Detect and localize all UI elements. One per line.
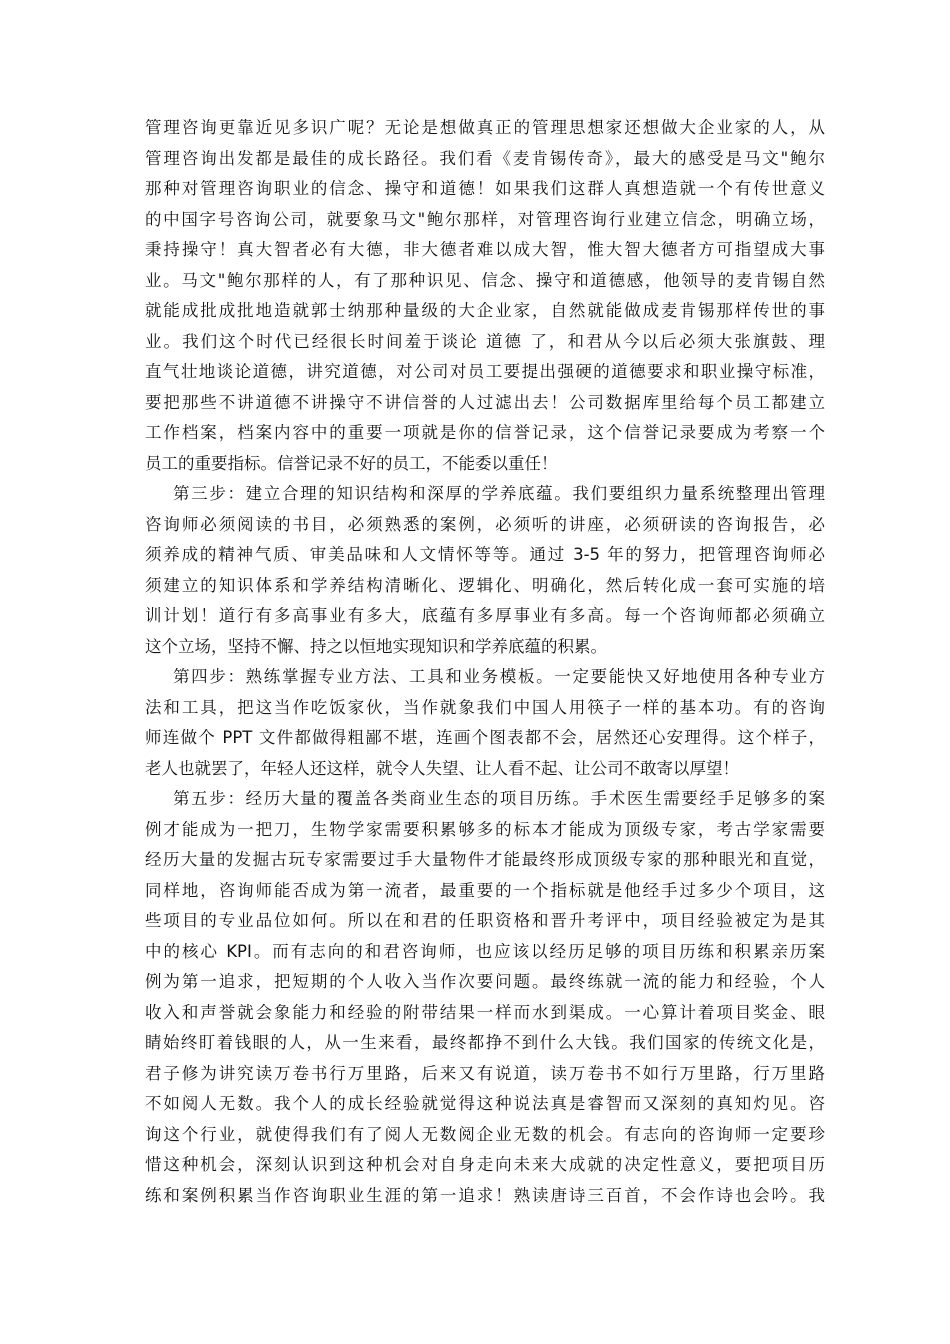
text-line: 练和案例积累当作咨询职业生涯的第一追求！熟读唐诗三百首，不会作诗也会吟。我	[145, 1185, 825, 1205]
text-line: 训计划！道行有多高事业有多大，底蕴有多厚事业有多高。每一个咨询师都必须确立	[145, 606, 825, 625]
text-line: 询这个行业，就使得我们有了阅人无数阅企业无数的机会。有志向的咨询师一定要珍	[145, 1124, 825, 1144]
text-line: 第三步：建立合理的知识结构和深厚的学养底蕴。我们要组织力量系统整理出管理	[173, 484, 825, 503]
text-line: 员工的重要指标。信誉记录不好的员工，不能委以重任！	[145, 453, 558, 473]
text-line: 直气壮地谈论道德，讲究道德，对公司对员工要提出强硬的道德要求和职业操守标准，	[145, 362, 825, 381]
text-line: 例为第一追求，把短期的个人收入当作次要问题。最终练就一流的能力和经验，个人	[145, 972, 825, 991]
text-line: 的中国字号咨询公司，就要象马文"鲍尔那样，对管理咨询行业建立信念，明确立场，	[145, 209, 825, 229]
text-line: 中的核心 KPI。而有志向的和君咨询师，也应该以经历足够的项目历练和积累亲历案	[145, 941, 825, 961]
text-line: 惜这种机会，深刻认识到这种机会对自身走向未来大成就的决定性意义，要把项目历	[145, 1155, 825, 1174]
text-line: 就能成批成批地造就郭士纳那种量级的大企业家，自然就能做成麦肯锡那样传世的事	[145, 301, 825, 320]
text-line: 收入和声誉就会象能力和经验的附带结果一样而水到渠成。一心算计着项目奖金、眼	[145, 1002, 825, 1022]
text-line: 不如阅人无数。我个人的成长经验就觉得这种说法真是睿智而又深刻的真知灼见。咨	[145, 1094, 825, 1113]
text-line: 老人也就罢了，年轻人还这样，就令人失望、让人看不起、让公司不敢寄以厚望！	[145, 758, 739, 778]
text-line: 经历大量的发掘古玩专家需要过手大量物件才能最终形成顶级专家的那种眼光和直觉，	[145, 850, 825, 869]
body-text	[145, 113, 825, 1211]
text-line: 第四步：熟练掌握专业方法、工具和业务模板。一定要能快又好地使用各种专业方	[173, 667, 825, 686]
text-line: 业。马文"鲍尔那样的人，有了那种识见、信念、操守和道德感，他领导的麦肯锡自然	[145, 270, 825, 290]
text-line: 同样地，咨询师能否成为第一流者，最重要的一个指标就是他经手过多少个项目，这	[145, 880, 825, 900]
text-line: 这个立场，坚持不懈、持之以恒地实现知识和学养底蕴的积累。	[145, 636, 607, 656]
text-line: 师连做个 PPT 文件都做得粗鄙不堪，连画个图表都不会，居然还心安理得。这个样子，	[145, 728, 825, 747]
text-line: 业。我们这个时代已经很长时间羞于谈论 道德 了，和君从今以后必须大张旗鼓、理	[145, 331, 825, 351]
text-line: 法和工具，把这当作吃饭家伙，当作就象我们中国人用筷子一样的基本功。有的咨询	[145, 697, 825, 717]
text-line: 须建立的知识体系和学养结构清晰化、逻辑化、明确化，然后转化成一套可实施的培	[145, 575, 825, 595]
text-line: 管理咨询出发都是最佳的成长路径。我们看《麦肯锡传奇》，最大的感受是马文"鲍尔	[145, 148, 825, 168]
text-line: 要把那些不讲道德不讲操守不讲信誉的人过滤出去！公司数据库里给每个员工都建立	[145, 392, 825, 412]
text-line: 君子修为讲究读万卷书行万里路，后来又有说道，读万卷书不如行万里路，行万里路	[145, 1063, 825, 1083]
text-line: 咨询师必须阅读的书目，必须熟悉的案例，必须听的讲座，必须研读的咨询报告，必	[145, 514, 825, 534]
text-line: 那种对管理咨询职业的信念、操守和道德！如果我们这群人真想造就一个有传世意义	[145, 179, 825, 198]
text-line: 秉持操守！真大智者必有大德，非大德者难以成大智，惟大智大德者方可指望成大事	[145, 240, 825, 259]
text-line: 些项目的专业品位如何。所以在和君的任职资格和晋升考评中，项目经验被定为是其	[145, 911, 825, 930]
text-line: 睛始终盯着钱眼的人，从一生来看，最终都挣不到什么大钱。我们国家的传统文化是，	[145, 1033, 825, 1052]
text-line: 工作档案，档案内容中的重要一项就是你的信誉记录，这个信誉记录要成为考察一个	[145, 423, 825, 442]
text-line: 第五步：经历大量的覆盖各类商业生态的项目历练。手术医生需要经手足够多的案	[173, 789, 825, 808]
text-line: 须养成的精神气质、审美品味和人文情怀等等。通过 3-5 年的努力，把管理咨询师必	[145, 545, 825, 564]
text-line: 例才能成为一把刀，生物学家需要积累够多的标本才能成为顶级专家，考古学家需要	[145, 819, 825, 839]
text-line: 管理咨询更靠近见多识广呢？无论是想做真正的管理思想家还想做大企业家的人，从	[145, 118, 825, 137]
